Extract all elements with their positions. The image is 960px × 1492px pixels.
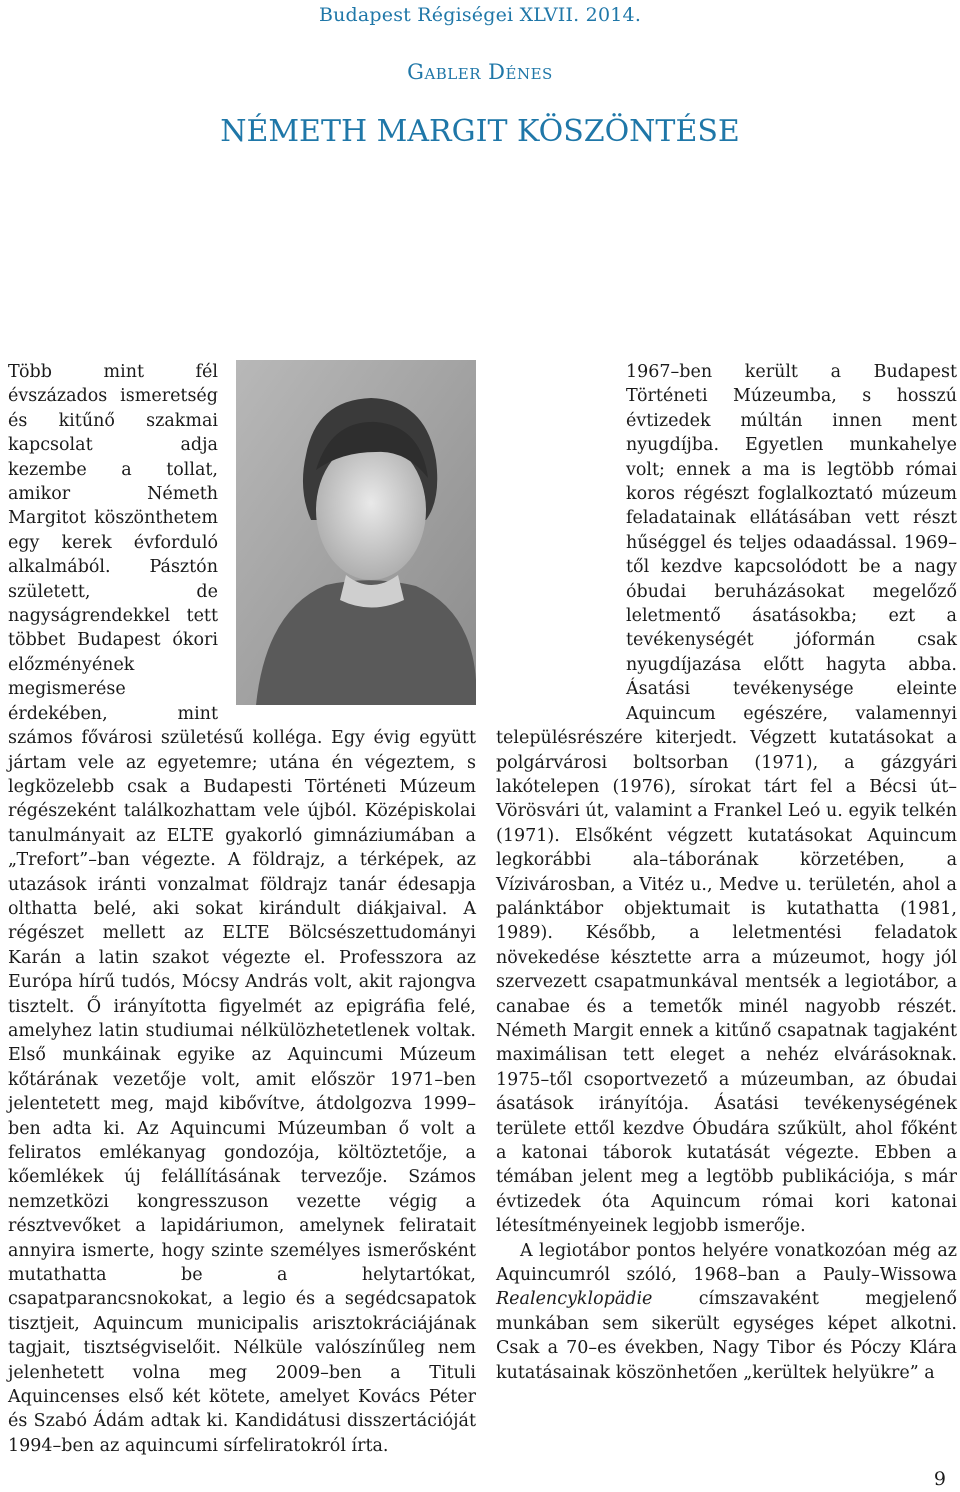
right-column-paragraph-2 [496,1239,957,1385]
photo-wrap-spacer [496,360,626,716]
author-name: Gabler Dénes [407,60,553,84]
portrait-photo-icon [236,360,476,705]
right-column [496,360,957,1385]
right-column-paragraph-1: 1967–ben került a Budapest Történeti Múzeumba, s hosszú évtizedek múltán innen ment nyugdíjba. Egyetlen munkahelye volt; ennek a ma is legtöbb római koros régészt foglalkoztató múzeum feladatainak ellátásában vett részt hűséggel és teljes odaadással. 1969–től kezdve kapcsolódott be a nagy óbudai beruházásokat megelőző leletmentő ásatásokba; ezt a tevékenységét jóformán csak nyugdíjazása előtt hagyta abba. Ásatási tevékenysége eleinte Aquincum egészére, valamennyi településrészére kiterjedt. Végzett kutatásokat a polgárvárosi boltsorban (1971), a gázgyári lakótelepen (1976), sírokat tárt fel a Bécsi út– Vörösvári út, valamint a Frankel Leó u. egyik telkén (1971). Elsőként végzett kutatásokat Aquincum legkorábbi ala–táborának körzetében, a Vízivárosban, a Vitéz u., Medve u. területén, ahol a palánktábor objektumait is kutathatta (1981, 1989). Később, a leletmentési feladatok növekedése késztette arra a múzeumot, hogy jól szervezett csapatmunkával mentsék a legiotábor, a canabae és a temetők minél nagyobb részét. Németh Margit ennek a kitűnő csapatnak tagjaként maximálisan tett eleget a nehéz elvárásoknak. 1975–től csoportvezető a múzeumban, az óbudai ásatások irányítója. Ásatási tevékenységének területe ettől kezdve Óbudára szűkült, ahol főként a katonai táborok kutatását végezte. Ebben a témában jelent meg a legtöbb publikációja, s már évtizedek óta Aquincum római kori katonai létesítményeinek legjobb ismerője. [496,362,957,1237]
paragraph-2-text-b: címszavaként megjelenő munkában sem sikerült egységes képet alkotni. Csak a 70–es években, Nagy Tibor és Póczy Klára kutatásainak köszönhetően „kerültek helyükre” a [496,1289,957,1383]
portrait-photo [236,360,476,705]
article-title: NÉMETH MARGIT KÖSZÖNTÉSE [220,114,740,149]
paragraph-2-italic: Realencyklopädie [496,1289,653,1310]
paragraph-2-text-a: A legiotábor pontos helyére vonatkozóan még az Aquincumról szóló, 1968–ban a Pauly–Wissowa [496,1240,957,1286]
page-number: 9 [933,1468,946,1490]
running-header: Budapest Régiségei XLVII. 2014. [318,4,642,26]
left-column [8,360,476,1458]
left-column-text: Több mint fél évszázados ismeretség és kitűnő szakmai kapcsolat adja kezembe a tollat, amikor Németh Margitot köszönthetem egy kerek évforduló alkalmából. Pásztón született, de nagyságrendekkel tett többet Budapest ókori előzményének megismerése érdekében, mint számos fővárosi születésű kolléga. Egy évig együtt jártam vele az egyetemre; utána én végeztem, s legközelebb csak a Budapesti Történeti Múzeum régészeként találkozhattam vele újból. Középiskolai tanulmányait az ELTE gyakorló gimnáziumában a „Trefort”–ban végezte. A földrajz, a térképek, az utazások iránti vonzalmat földrajz tanár édesapja olthatta belé, aki sokat kirándult diákjaival. A régészet mellett az ELTE Bölcsészettudományi Karán a latin szakot végezte el. Professzora az Európa hírű tudós, Mócsy András volt, akit rajongva tisztelt. Ő irányította figyelmét az epigráfia felé, amelyhez latin studiumai nélkülözhetetlenek voltak. Első munkáinak egyike az Aquincumi Múzeum kőtárának vezetője volt, amit először 1971–ben jelentetett meg, majd kibővítve, átdolgozva 1999–ben adta ki. Az Aquincumi Múzeumban ő volt a feliratos emlékanyag gondozója, költöztetője, a kőemlékek új felállításának tervezője. Számos nemzetközi kongresszuson vezette végig a résztvevőket a lapidáriumon, amelynek feliratait annyira ismerte, hogy szinte személyes ismerősként mutathatta be a helytartókat, csapatparancsnokokat, a legio és a segédcsapatok tisztjeit, Aquincum municipalis arisztokráciájának tagjait, tisztségviselőit. Nélküle valószínűleg nem jelenhetett volna meg 2009–ben a Tituli Aquincenses első két kötete, amelyet Kovács Péter és Szabó Ádám adtak ki. Kandidátusi disszertációját 1994–ben az aquincumi sírfeliratokról írta. [8,362,476,1456]
